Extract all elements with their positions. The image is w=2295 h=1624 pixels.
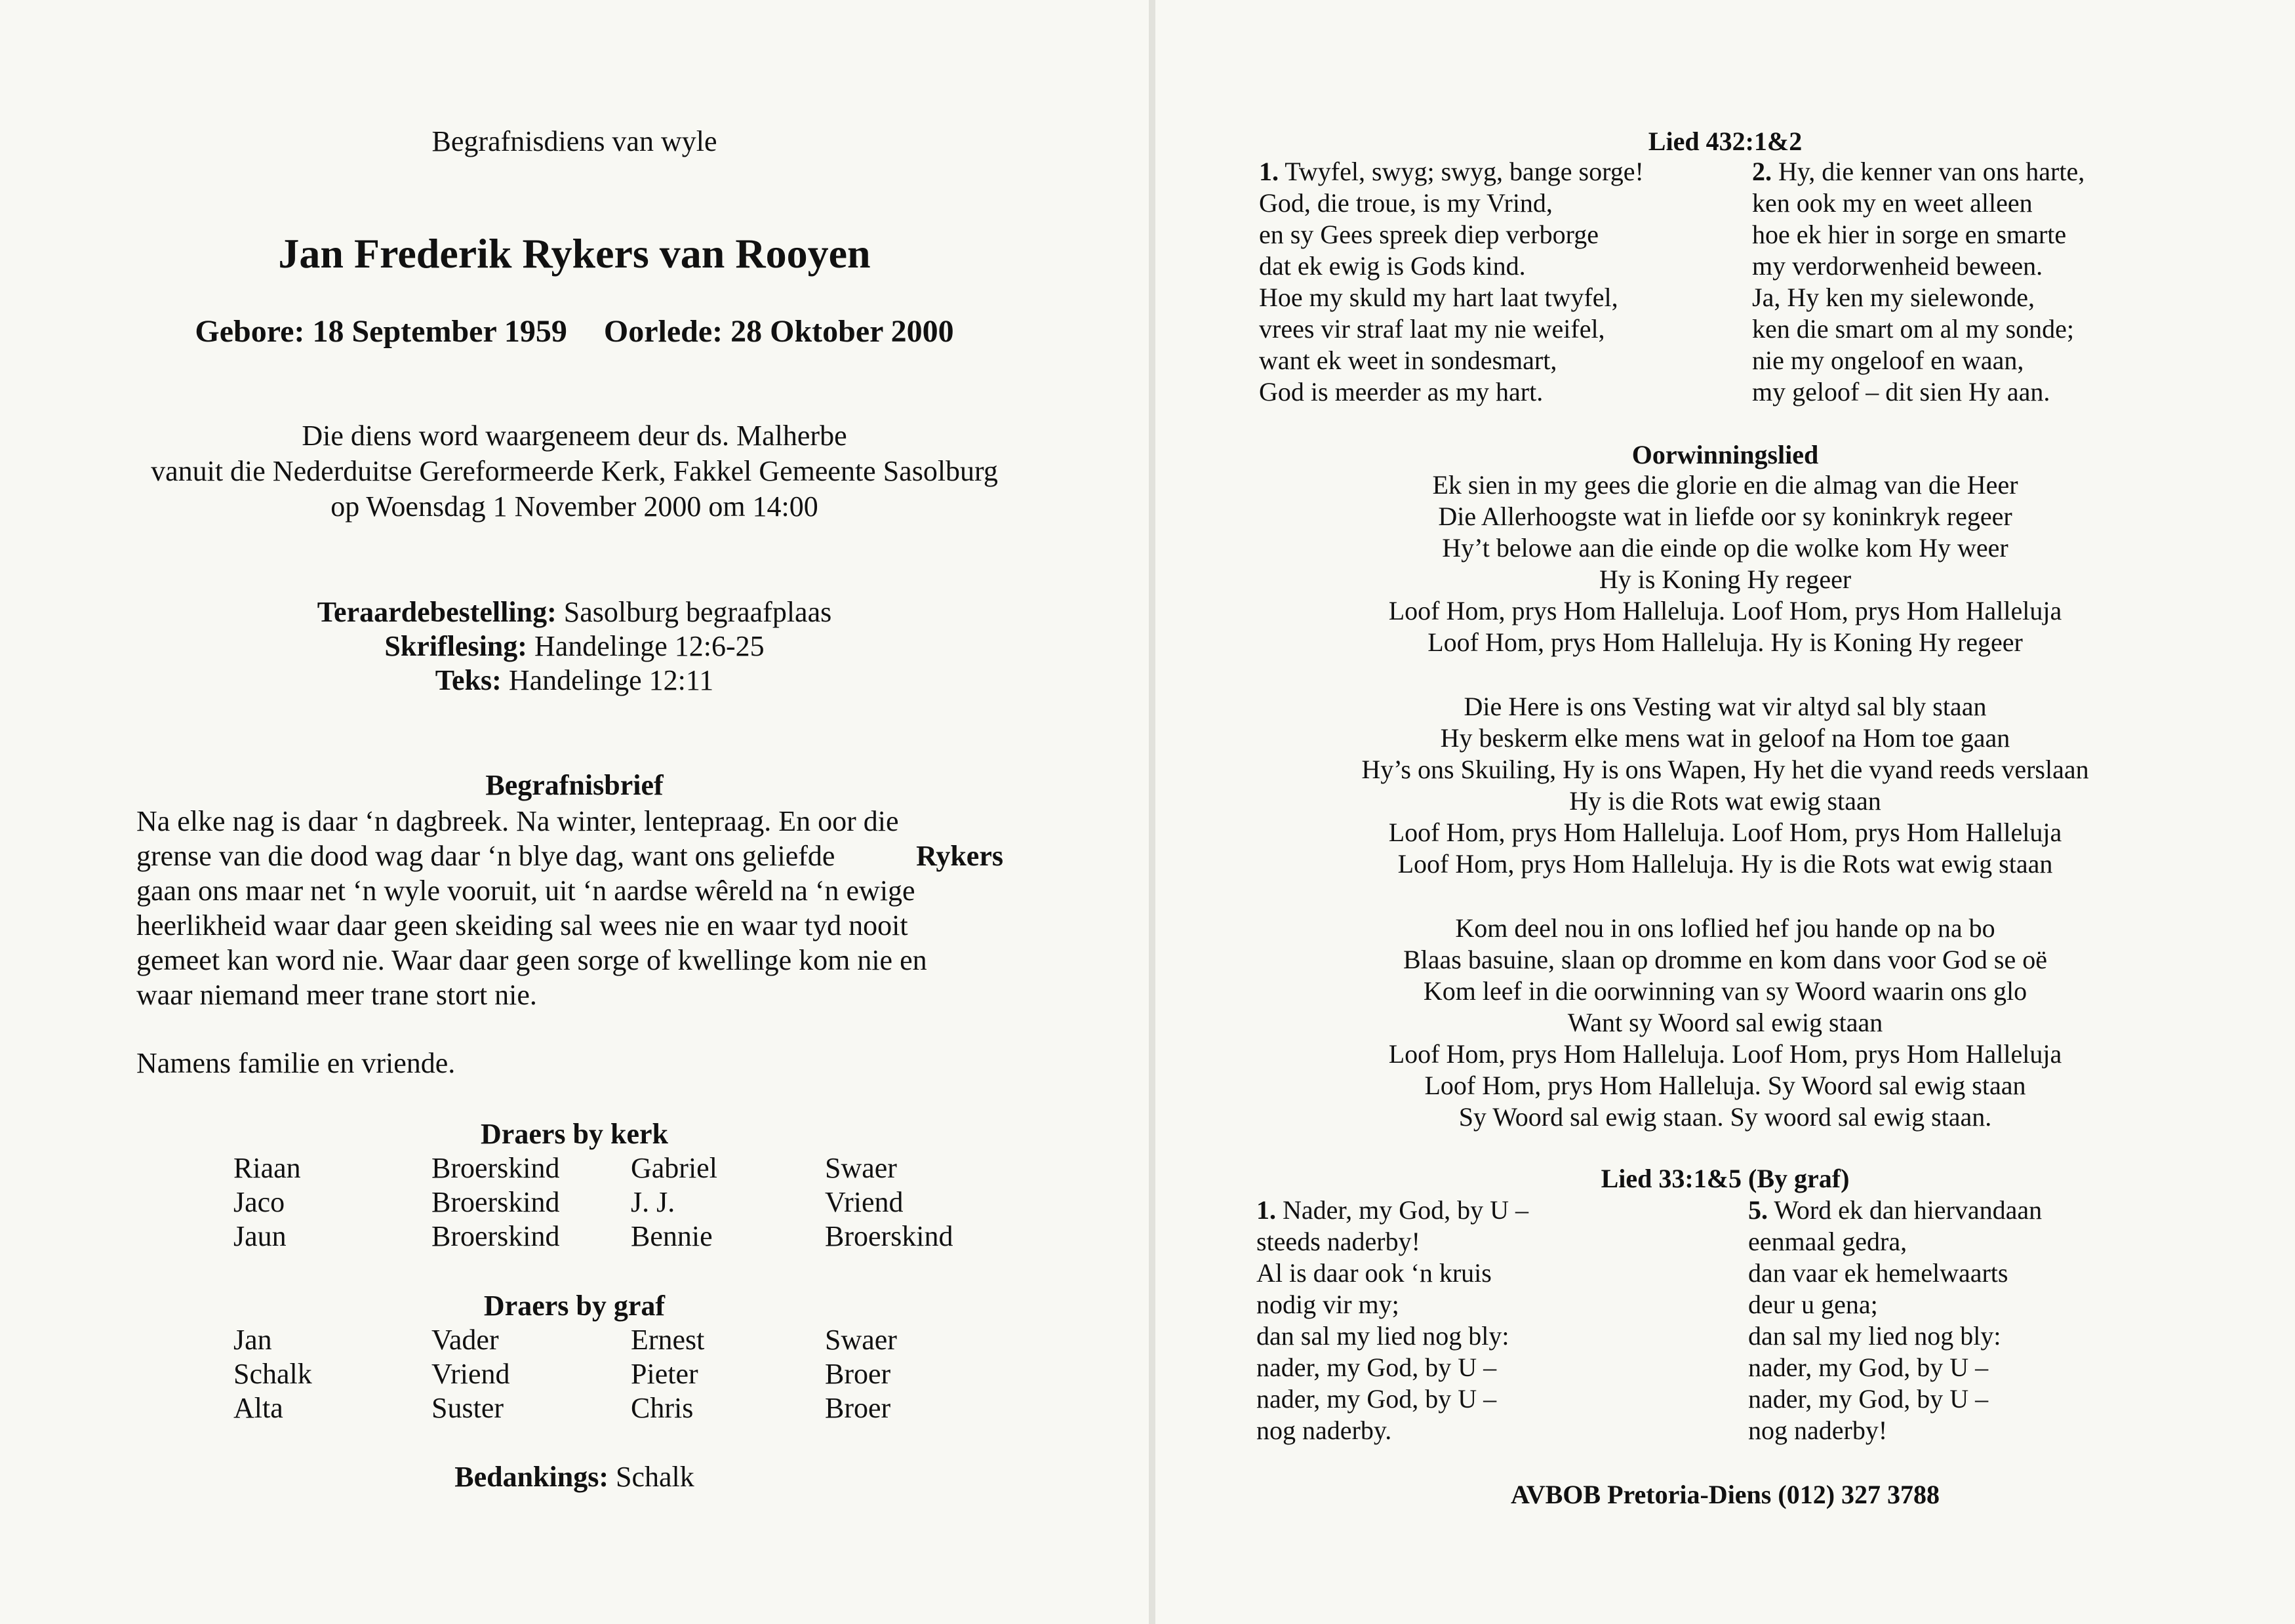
- verse-line: nader, my God, by U –: [1256, 1384, 1497, 1414]
- verse-number: 1.: [1259, 157, 1279, 186]
- song-line: Want sy Woord sal ewig staan: [1567, 1008, 1883, 1037]
- service-info: [0, 418, 1149, 525]
- detail-value: Sasolburg begraafplaas: [563, 596, 832, 628]
- verse-line: dan vaar ek hemelwaarts: [1748, 1258, 2008, 1288]
- hymn1-verse1: [1259, 156, 1644, 408]
- verse-line: [1256, 1195, 1528, 1226]
- bearer-relation: Broerskind: [825, 1220, 953, 1252]
- verse-line: nodig vir my;: [1256, 1290, 1399, 1319]
- verse-line: hoe ek hier in sorge en smarte: [1752, 220, 2067, 249]
- bearer-row: [0, 1219, 1149, 1254]
- verse-text: Word ek dan hiervandaan: [1774, 1195, 2043, 1225]
- bearer-relation: Swaer: [825, 1152, 897, 1184]
- born-date: Gebore: 18 September 1959: [195, 314, 567, 349]
- detail-text: [0, 663, 1149, 697]
- hymn2-title: Lied 33:1&5 (By graf): [1601, 1164, 1850, 1193]
- verse-line: nader, my God, by U –: [1748, 1384, 1989, 1414]
- song-line: Sy Woord sal ewig staan. Sy woord sal ewig staan.: [1458, 1102, 1992, 1132]
- song-line: Hy is die Rots wat ewig staan: [1569, 786, 1881, 816]
- bearer-name: Jaun: [233, 1220, 287, 1252]
- hymn1-verse2: [1752, 156, 2085, 408]
- detail-reading: [0, 629, 1149, 663]
- verse-line: [1259, 156, 1644, 188]
- detail-value: Handelinge 12:11: [508, 664, 714, 696]
- bearers-grave-title: Draers by graf: [483, 1290, 666, 1322]
- song-line: Hy’t belowe aan die einde op die wolke kom Hy weer: [1442, 533, 2008, 563]
- bearer-relation: Vriend: [825, 1186, 904, 1218]
- song-line: Ek sien in my gees die glorie en die almag van die Heer: [1432, 470, 2018, 500]
- verse-line: ken die smart om al my sonde;: [1752, 314, 2075, 344]
- bearer-row: [0, 1357, 1149, 1391]
- service-line: op Woensdag 1 November 2000 om 14:00: [330, 490, 818, 523]
- victory-stanza: [1155, 913, 2295, 1133]
- song-line: Loof Hom, prys Hom Halleluja. Sy Woord sal ewig staan: [1424, 1071, 2026, 1100]
- bearers-church-title: Draers by kerk: [481, 1118, 668, 1150]
- song-line: Kom deel nou in ons loflied hef jou hande op na bo: [1455, 913, 1995, 943]
- song-line: Die Here is ons Vesting wat vir altyd sal bly staan: [1464, 692, 1987, 721]
- letter-line: [136, 804, 1003, 839]
- bearer-name: Riaan: [233, 1152, 301, 1184]
- verse-line: dan sal my lied nog bly:: [1256, 1321, 1509, 1351]
- verse-text: Twyfel, swyg; swyg, bange sorge!: [1285, 157, 1644, 186]
- letter-line: [136, 839, 1003, 873]
- bearer-relation: Swaer: [825, 1324, 897, 1356]
- verse-line: en sy Gees spreek diep verborge: [1259, 220, 1599, 249]
- letter-text: waar niemand meer trane stort nie.: [136, 979, 537, 1011]
- detail-label: Teks:: [435, 664, 502, 696]
- letter-text: Na elke nag is daar ‘n dagbreek. Na winter, lentepraag. En oor die: [136, 805, 899, 837]
- bearer-relation: Broer: [825, 1358, 891, 1390]
- bearer-name: Jaco: [233, 1186, 285, 1218]
- funeral-home-footer: AVBOB Pretoria-Diens (012) 327 3788: [1510, 1480, 1940, 1509]
- bearer-relation: Vader: [431, 1324, 499, 1356]
- verse-line: my verdorwenheid beween.: [1752, 251, 2043, 281]
- bearer-name: Gabriel: [631, 1152, 717, 1184]
- verse-line: Ja, Hy ken my sielewonde,: [1752, 283, 2035, 312]
- letter-line: [136, 978, 1003, 1012]
- verse-number: 5.: [1748, 1195, 1768, 1225]
- closing-text: Namens familie en vriende.: [136, 1047, 456, 1079]
- detail-label: Skriflesing:: [384, 630, 527, 662]
- song-line: Hy is Koning Hy regeer: [1599, 564, 1852, 594]
- verse-line: eenmaal gedra,: [1748, 1227, 1907, 1256]
- song-line: Loof Hom, prys Hom Halleluja. Loof Hom, prys Hom Halleluja: [1388, 1039, 2062, 1069]
- verse-line: dan sal my lied nog bly:: [1748, 1321, 2001, 1351]
- bearer-relation: Vriend: [431, 1358, 510, 1390]
- verse-line: want ek weet in sondesmart,: [1259, 346, 1557, 375]
- song-line: Hy beskerm elke mens wat in geloof na Hom toe gaan: [1440, 723, 2010, 753]
- letter-text: grense van die dood wag daar ‘n blye dag, want ons geliefde: [136, 840, 835, 872]
- letter-title: Begrafnisbrief: [485, 769, 664, 801]
- verse-text: Hy, die kenner van ons harte,: [1778, 157, 2085, 186]
- bearer-name: Schalk: [233, 1358, 312, 1390]
- song-line: Loof Hom, prys Hom Halleluja. Loof Hom, prys Hom Halleluja: [1388, 596, 2062, 625]
- verse-line: vrees vir straf laat my nie weifel,: [1259, 314, 1605, 344]
- letter-line: [136, 873, 1003, 908]
- bearer-relation: Broer: [825, 1392, 891, 1424]
- bearer-row: [0, 1323, 1149, 1357]
- bearer-row: [0, 1185, 1149, 1219]
- hymn2-verse1: [1256, 1195, 1528, 1446]
- bearer-row: [0, 1151, 1149, 1185]
- verse-line: Hoe my skuld my hart laat twyfel,: [1259, 283, 1618, 312]
- service-line: Die diens word waargeneem deur ds. Malherbe: [302, 420, 847, 452]
- letter-text: gemeet kan word nie. Waar daar geen sorge of kwellinge kom nie en: [136, 944, 927, 976]
- bearer-name: Alta: [233, 1392, 283, 1424]
- victory-stanza: [1155, 469, 2295, 658]
- died-date: Oorlede: 28 Oktober 2000: [603, 314, 954, 349]
- page-fold: [1149, 0, 1155, 1624]
- detail-label: Teraardebestelling:: [317, 596, 557, 628]
- verse-line: steeds naderby!: [1256, 1227, 1420, 1256]
- verse-line: God, die troue, is my Vrind,: [1259, 188, 1553, 218]
- song-line: Loof Hom, prys Hom Halleluja. Hy is Koning Hy regeer: [1427, 627, 2023, 657]
- bearer-relation: Suster: [431, 1392, 504, 1424]
- verse-line: nader, my God, by U –: [1748, 1353, 1989, 1382]
- bearer-name: Pieter: [631, 1358, 698, 1390]
- life-dates: [0, 313, 1149, 349]
- verse-line: nie my ongeloof en waan,: [1752, 346, 2024, 375]
- verse-line: Al is daar ook ‘n kruis: [1256, 1258, 1492, 1288]
- verse-line: dat ek ewig is Gods kind.: [1259, 251, 1526, 281]
- bearer-relation: Broerskind: [431, 1152, 560, 1184]
- verse-line: nader, my God, by U –: [1256, 1353, 1497, 1382]
- song-line: Hy’s ons Skuiling, Hy is ons Wapen, Hy het die vyand reeds verslaan: [1361, 755, 2089, 784]
- bearer-relation: Broerskind: [431, 1220, 560, 1252]
- song-line: Die Allerhoogste wat in liefde oor sy koninkryk regeer: [1438, 502, 2012, 531]
- bearer-name: Jan: [233, 1324, 272, 1356]
- deceased-name: Jan Frederik Rykers van Rooyen: [278, 230, 871, 277]
- verse-line: deur u gena;: [1748, 1290, 1878, 1319]
- bearer-name: J. J.: [631, 1186, 675, 1218]
- bearer-name: Ernest: [631, 1324, 705, 1356]
- bearer-name: Bennie: [631, 1220, 713, 1252]
- hymn2-verse5: [1748, 1195, 2042, 1446]
- verse-line: nog naderby.: [1256, 1416, 1392, 1445]
- letter-text: gaan ons maar net ‘n wyle vooruit, uit ‘n aardse wêreld na ‘n ewige: [136, 875, 915, 907]
- letter-text: heerlikheid waar daar geen skeiding sal wees nie en waar tyd nooit: [136, 909, 908, 941]
- bearer-relation: Broerskind: [431, 1186, 560, 1218]
- thanks-value: Schalk: [616, 1461, 694, 1493]
- verse-line: nog naderby!: [1748, 1416, 1888, 1445]
- verse-number: 2.: [1752, 157, 1772, 186]
- thanks-line: [0, 1460, 1149, 1494]
- song-line: Kom leef in die oorwinning van sy Woord waarin ons glo: [1423, 976, 2027, 1006]
- detail-burial: [0, 595, 1149, 629]
- detail-value: Handelinge 12:6-25: [534, 630, 765, 662]
- song-line: Loof Hom, prys Hom Halleluja. Hy is die Rots wat ewig staan: [1397, 849, 2053, 879]
- verse-line: [1752, 156, 2085, 188]
- hymn1-title: Lied 432:1&2: [1648, 127, 1803, 156]
- verse-number: 1.: [1256, 1195, 1276, 1225]
- verse-line: [1748, 1195, 2042, 1226]
- funeral-letter: [136, 804, 1003, 1012]
- song-line: Loof Hom, prys Hom Halleluja. Loof Hom, prys Hom Halleluja: [1388, 818, 2062, 847]
- letter-bold-name: Rykers: [916, 840, 1003, 872]
- verse-line: God is meerder as my hart.: [1259, 377, 1544, 406]
- letter-line: [136, 943, 1003, 978]
- service-line: vanuit die Nederduitse Gereformeerde Kerk, Fakkel Gemeente Sasolburg: [151, 455, 998, 487]
- bearer-row: [0, 1391, 1149, 1425]
- victory-song-title: Oorwinningslied: [1631, 440, 1819, 469]
- bearer-name: Chris: [631, 1392, 694, 1424]
- thanks-label: Bedankings:: [454, 1461, 609, 1493]
- song-line: Blaas basuine, slaan op dromme en kom dans voor God se oë: [1403, 945, 2047, 974]
- letter-line: [136, 908, 1003, 943]
- intro-text: Begrafnisdiens van wyle: [431, 125, 717, 157]
- verse-line: my geloof – dit sien Hy aan.: [1752, 377, 2050, 406]
- verse-text: Nader, my God, by U –: [1283, 1195, 1528, 1225]
- victory-stanza: [1155, 691, 2295, 880]
- verse-line: ken ook my en weet alleen: [1752, 188, 2033, 218]
